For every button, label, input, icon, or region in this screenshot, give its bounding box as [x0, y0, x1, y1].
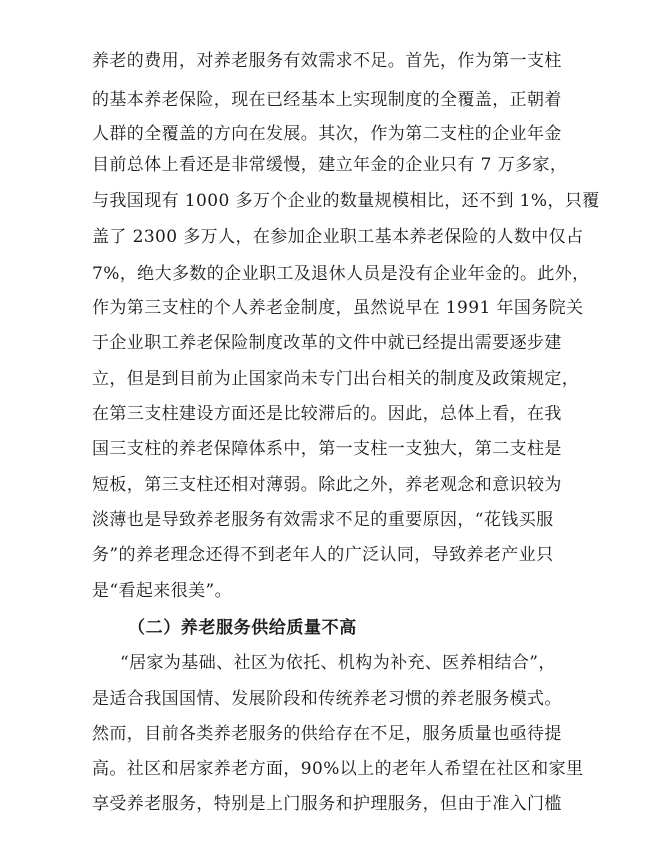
body-text-line: 淡薄也是导致养老服务有效需求不足的重要原因，“花钱买服	[92, 510, 554, 530]
section-heading: （二）养老服务供给质量不高	[128, 618, 357, 638]
body-text-line: 然而，目前各类养老服务的供给存在不足，服务质量也亟待提	[92, 724, 562, 744]
body-text-line: 与我国现有 1000 多万个企业的数量规模相比，还不到 1%，只覆	[92, 191, 600, 211]
body-text-line: 务”的养老理念还得不到老年人的广泛认同，导致养老产业只	[92, 545, 554, 565]
body-text-line: 于企业职工养老保险制度改革的文件中就已经提出需要逐步建	[92, 333, 562, 353]
body-text-line: 盖了 2300 多万人，在参加企业职工基本养老保险的人数中仅占	[92, 227, 584, 247]
body-text-line: 短板，第三支柱还相对薄弱。除此之外，养老观念和意识较为	[92, 475, 562, 495]
body-text-line: 高。社区和居家养老方面，90%以上的老年人希望在社区和家里	[92, 759, 584, 779]
body-text-line: 是“看起来很美”。	[92, 581, 232, 601]
body-text-line: 享受养老服务，特别是上门服务和护理服务，但由于准入门槛	[92, 794, 562, 814]
body-text-line: 立，但是到目前为止国家尚未专门出台相关的制度及政策规定，	[92, 369, 580, 389]
body-text-line: 是适合我国国情、发展阶段和传统养老习惯的养老服务模式。	[92, 689, 562, 709]
body-text-line: 养老的费用，对养老服务有效需求不足。首先，作为第一支柱	[92, 51, 562, 71]
body-text-line: 作为第三支柱的个人养老金制度，虽然说早在 1991 年国务院关	[92, 298, 584, 318]
body-text-line: 目前总体上看还是非常缓慢，建立年金的企业只有 7 万多家，	[92, 155, 568, 175]
body-text-line: 人群的全覆盖的方向在发展。其次，作为第二支柱的企业年金	[92, 124, 562, 144]
body-text-line: 7%，绝大多数的企业职工及退休人员是没有企业年金的。此外，	[92, 264, 590, 284]
body-text-line: 的基本养老保险，现在已经基本上实现制度的全覆盖，正朝着	[92, 90, 562, 110]
body-text-line: “居家为基础、社区为依托、机构为补充、医养相结合”，	[120, 653, 556, 673]
body-text-line: 在第三支柱建设方面还是比较滞后的。因此，总体上看，在我	[92, 404, 562, 424]
body-text-line: 国三支柱的养老保障体系中，第一支柱一支独大，第二支柱是	[92, 439, 562, 459]
